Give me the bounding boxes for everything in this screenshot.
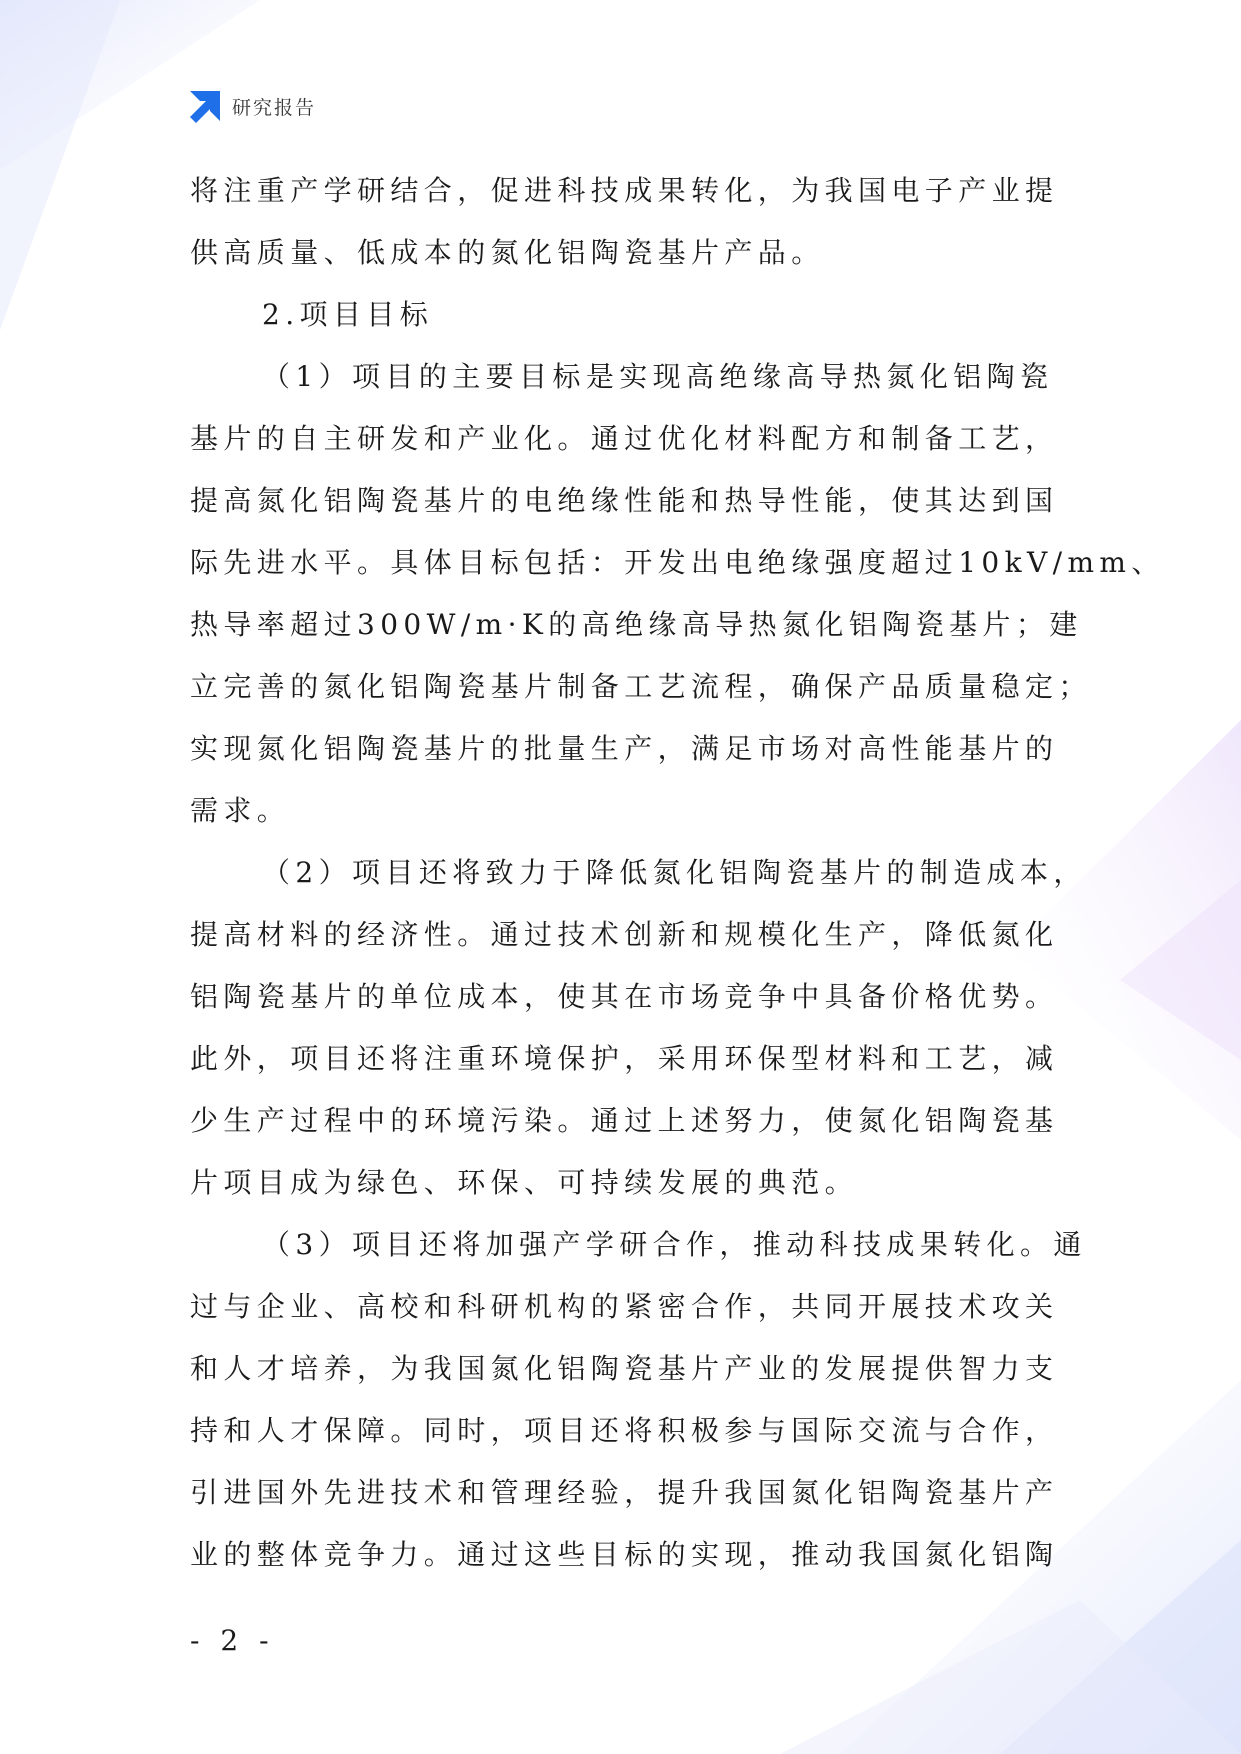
text-line: （1）项目的主要目标是实现高绝缘高导热氮化铝陶瓷 xyxy=(262,360,1054,393)
document-body xyxy=(190,160,1165,1586)
text-line: 将注重产学研结合，促进科技成果转化，为我国电子产业提 xyxy=(190,174,1059,207)
report-header xyxy=(188,88,316,124)
text-line: 此外，项目还将注重环境保护，采用环保型材料和工艺，减 xyxy=(190,1042,1059,1075)
arrow-logo-icon xyxy=(188,89,222,123)
text-line: 少生产过程中的环境污染。通过上述努力，使氮化铝陶瓷基 xyxy=(190,1104,1059,1137)
text-line: （3）项目还将加强产学研合作，推动科技成果转化。通 xyxy=(262,1228,1087,1261)
text-line: 实现氮化铝陶瓷基片的批量生产，满足市场对高性能基片的 xyxy=(190,732,1059,765)
page-number: - 2 - xyxy=(190,1624,275,1657)
text-line: 过与企业、高校和科研机构的紧密合作，共同开展技术攻关 xyxy=(190,1290,1059,1323)
text-line: 供高质量、低成本的氮化铝陶瓷基片产品。 xyxy=(190,236,825,269)
text-line: 片项目成为绿色、环保、可持续发展的典范。 xyxy=(190,1166,859,1199)
text-line: 际先进水平。具体目标包括：开发出电绝缘强度超过10kV/mm、 xyxy=(190,546,1165,579)
text-line: 业的整体竞争力。通过这些目标的实现，推动我国氮化铝陶 xyxy=(190,1538,1059,1571)
report-title: 研究报告 xyxy=(232,96,317,119)
text-line: 2.项目目标 xyxy=(262,298,434,331)
text-line: 提高氮化铝陶瓷基片的电绝缘性能和热导性能，使其达到国 xyxy=(190,484,1059,517)
text-line: 铝陶瓷基片的单位成本，使其在市场竞争中具备价格优势。 xyxy=(190,980,1059,1013)
text-line: 和人才培养，为我国氮化铝陶瓷基片产业的发展提供智力支 xyxy=(190,1352,1059,1385)
text-line: （2）项目还将致力于降低氮化铝陶瓷基片的制造成本， xyxy=(262,856,1087,889)
text-line: 需求。 xyxy=(190,794,291,827)
text-line: 立完善的氮化铝陶瓷基片制备工艺流程，确保产品质量稳定； xyxy=(190,670,1092,703)
text-line: 基片的自主研发和产业化。通过优化材料配方和制备工艺， xyxy=(190,422,1059,455)
text-line: 热导率超过300W/m·K的高绝缘高导热氮化铝陶瓷基片；建 xyxy=(190,608,1083,641)
text-line: 引进国外先进技术和管理经验，提升我国氮化铝陶瓷基片产 xyxy=(190,1476,1059,1509)
text-line: 提高材料的经济性。通过技术创新和规模化生产，降低氮化 xyxy=(190,918,1059,951)
text-line: 持和人才保障。同时，项目还将积极参与国际交流与合作， xyxy=(190,1414,1059,1447)
